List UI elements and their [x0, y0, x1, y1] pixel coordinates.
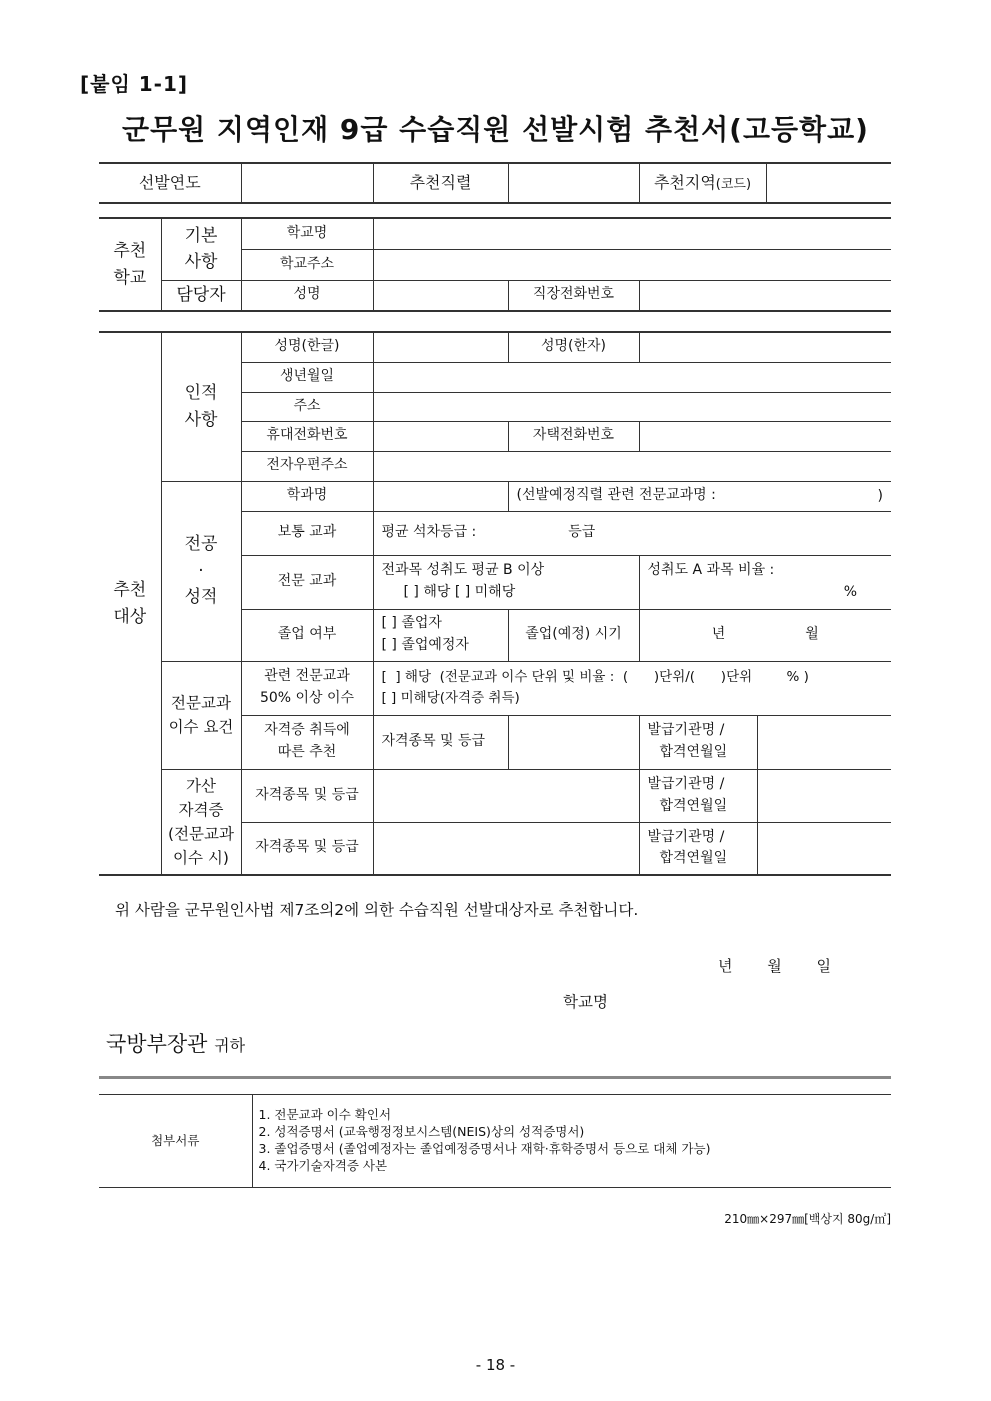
all-subjects-text: 전과목 성취도 평균 B 이상	[381, 562, 545, 579]
cert-rec-label	[241, 715, 373, 769]
work-phone-label: 직장전화번호	[508, 280, 639, 311]
dept-note-text: (선발예정직렬 관련 전문교과명 :	[516, 487, 716, 504]
attachment-item: 1. 전문교과 이수 확인서	[258, 1107, 392, 1123]
school-address-label: 학교주소	[241, 249, 373, 280]
cert-type-label: 자격종목 및 등급	[373, 715, 508, 769]
page-title: 군무원 지역인재 9급 수습직원 선발시험 추천서(고등학교)	[122, 113, 869, 146]
grad-month: 월	[805, 626, 819, 643]
dept-field[interactable]	[373, 481, 508, 511]
bonus-cert-field-2[interactable]	[373, 822, 639, 875]
date-line: 년 월 일	[718, 957, 832, 975]
req-label: 전문교과 이수 요건	[161, 661, 241, 769]
basic-label: 기본 사항	[161, 218, 241, 280]
req-related-1: 관련 전문교과	[264, 668, 350, 685]
a-ratio-field[interactable]	[639, 555, 891, 609]
attachments-list	[252, 1095, 891, 1188]
addressee	[106, 1028, 245, 1058]
bonus-issuer-label-1	[639, 769, 757, 822]
candidate-group-label: 추천 대상	[99, 332, 161, 875]
special-subject-label: 전문 교과	[241, 555, 373, 609]
contact-label: 담당자	[161, 280, 241, 311]
contact-name-field[interactable]	[373, 280, 508, 311]
major-label-2: 성적	[184, 587, 218, 608]
page-number: - 18 -	[475, 1356, 516, 1374]
region-label	[639, 163, 766, 203]
issuer-label	[639, 715, 757, 769]
bonus-cert-field-1[interactable]	[373, 769, 639, 822]
req-related-2: 50% 이상 이수	[259, 690, 355, 706]
avg-rank-label: 평균 석차등급 :	[381, 524, 477, 541]
birth-label: 생년월일	[241, 362, 373, 392]
attachment-item: 4. 국가기술자격증 사본	[258, 1157, 388, 1173]
name-kr-field[interactable]	[373, 332, 508, 362]
mobile-field[interactable]	[373, 421, 508, 451]
major-dot: ·	[198, 560, 204, 581]
attachment-item: 3. 졸업증명서 (졸업예정자는 졸업예정증명서나 재학·휴학증명서 등으로 대체 가능)	[258, 1141, 711, 1156]
graduation-options[interactable]	[373, 609, 508, 661]
graduation-label: 졸업 여부	[241, 609, 373, 661]
bonus-cert-label	[161, 769, 241, 875]
all-subjects-field[interactable]	[373, 555, 639, 609]
grad-year: 년	[711, 626, 726, 643]
school-group-label: 추천 학교	[99, 218, 161, 311]
home-phone-label: 자택전화번호	[508, 421, 639, 451]
dept-note[interactable]	[508, 481, 891, 511]
personal-label: 인적 사항	[161, 332, 241, 481]
email-label: 전자우편주소	[241, 451, 373, 481]
cert-rec-1: 자격증 취득에	[264, 722, 350, 739]
a-ratio-percent: %	[843, 584, 857, 600]
home-phone-field[interactable]	[639, 421, 891, 451]
bonus-issuer-field-1[interactable]	[757, 769, 891, 822]
bonus-issuer-1b: 합격연월일	[659, 797, 728, 814]
address-field[interactable]	[373, 392, 891, 421]
addressee-suffix: 귀하	[214, 1036, 246, 1055]
year-label: 선발연도	[99, 163, 241, 203]
grade-unit: 등급	[568, 524, 596, 541]
school-name-field[interactable]	[373, 218, 891, 249]
expected-checkbox[interactable]: [ ] 졸업예정자	[381, 637, 469, 653]
candidate-table	[99, 331, 891, 876]
a-ratio-label: 성취도 A 과목 비율 :	[647, 562, 775, 579]
applicable-checkboxes[interactable]: [ ] 해당 [ ] 미해당	[403, 584, 516, 600]
bonus-1: 가산	[186, 776, 216, 795]
issuer-field[interactable]	[757, 715, 891, 769]
bonus-issuer-label-2	[639, 822, 757, 875]
mobile-label: 휴대전화번호	[241, 421, 373, 451]
grad-time-label: 졸업(예정) 시기	[508, 609, 639, 661]
region-code: (코드)	[715, 176, 752, 192]
email-field[interactable]	[373, 451, 891, 481]
school-address-field[interactable]	[373, 249, 891, 280]
req-options[interactable]	[373, 661, 891, 715]
year-field[interactable]	[241, 163, 373, 203]
job-label: 추천직렬	[373, 163, 508, 203]
bonus-cert-type-label-1: 자격종목 및 등급	[241, 769, 373, 822]
bonus-4: 이수 시)	[173, 848, 229, 867]
dept-label: 학과명	[241, 481, 373, 511]
name-hanja-label: 성명(한자)	[508, 332, 639, 362]
graduated-checkbox[interactable]: [ ] 졸업자	[381, 615, 442, 632]
bonus-2: 자격증	[178, 800, 224, 819]
attachments-table	[99, 1094, 891, 1188]
bonus-cert-type-label-2: 자격종목 및 등급	[241, 822, 373, 875]
school-table	[99, 217, 891, 312]
region-label-text: 추천지역	[653, 172, 716, 192]
cert-rec-2: 따른 추천	[277, 744, 337, 760]
issuer-1: 발급기관명 /	[647, 722, 725, 739]
bonus-issuer-2a: 발급기관명 /	[647, 828, 725, 845]
job-field[interactable]	[508, 163, 639, 203]
bonus-issuer-2b: 합격연월일	[659, 850, 728, 867]
dept-note-end: )	[877, 487, 883, 504]
req-applicable-checkbox[interactable]: [ ] 해당 (전문교과 이수 단위 및 비율 : ( )단위/( )단위 % )	[381, 669, 809, 686]
grad-time-field[interactable]	[639, 609, 891, 661]
work-phone-field[interactable]	[639, 280, 891, 311]
major-label	[161, 481, 241, 661]
signer-school-name: 학교명	[563, 993, 608, 1011]
paper-spec: 210㎜×297㎜[백상지 80g/㎡]	[724, 1212, 891, 1226]
general-subject-label: 보통 교과	[241, 511, 373, 555]
header-table	[99, 162, 891, 204]
attachment-tag: [붙임 1-1]	[80, 72, 189, 96]
avg-rank-field[interactable]	[373, 511, 891, 555]
divider	[99, 1076, 891, 1079]
bonus-3: (전문교과	[168, 824, 234, 843]
req-not-checkbox[interactable]: [ ] 미해당(자격증 취득)	[381, 690, 520, 706]
bonus-issuer-1a: 발급기관명 /	[647, 775, 725, 792]
name-kr-label: 성명(한글)	[241, 332, 373, 362]
name-hanja-field[interactable]	[639, 332, 891, 362]
req-related-label	[241, 661, 373, 715]
bonus-issuer-field-2[interactable]	[757, 822, 891, 875]
cert-type-field[interactable]	[508, 715, 639, 769]
attachments-label: 첨부서류	[99, 1095, 252, 1188]
school-name-label: 학교명	[241, 218, 373, 249]
attachment-item: 2. 성적증명서 (교육행정정보시스템(NEIS)상의 성적증명서)	[258, 1124, 585, 1140]
addressee-name: 국방부장관	[106, 1032, 208, 1056]
birth-field[interactable]	[373, 362, 891, 392]
contact-name-label: 성명	[241, 280, 373, 311]
address-label: 주소	[241, 392, 373, 421]
region-field[interactable]	[766, 163, 891, 203]
recommendation-statement: 위 사람을 군무원인사법 제7조의2에 의한 수습직원 선발대상자로 추천합니다.	[115, 901, 639, 919]
major-label-1: 전공	[184, 534, 218, 555]
issuer-2: 합격연월일	[659, 744, 728, 760]
